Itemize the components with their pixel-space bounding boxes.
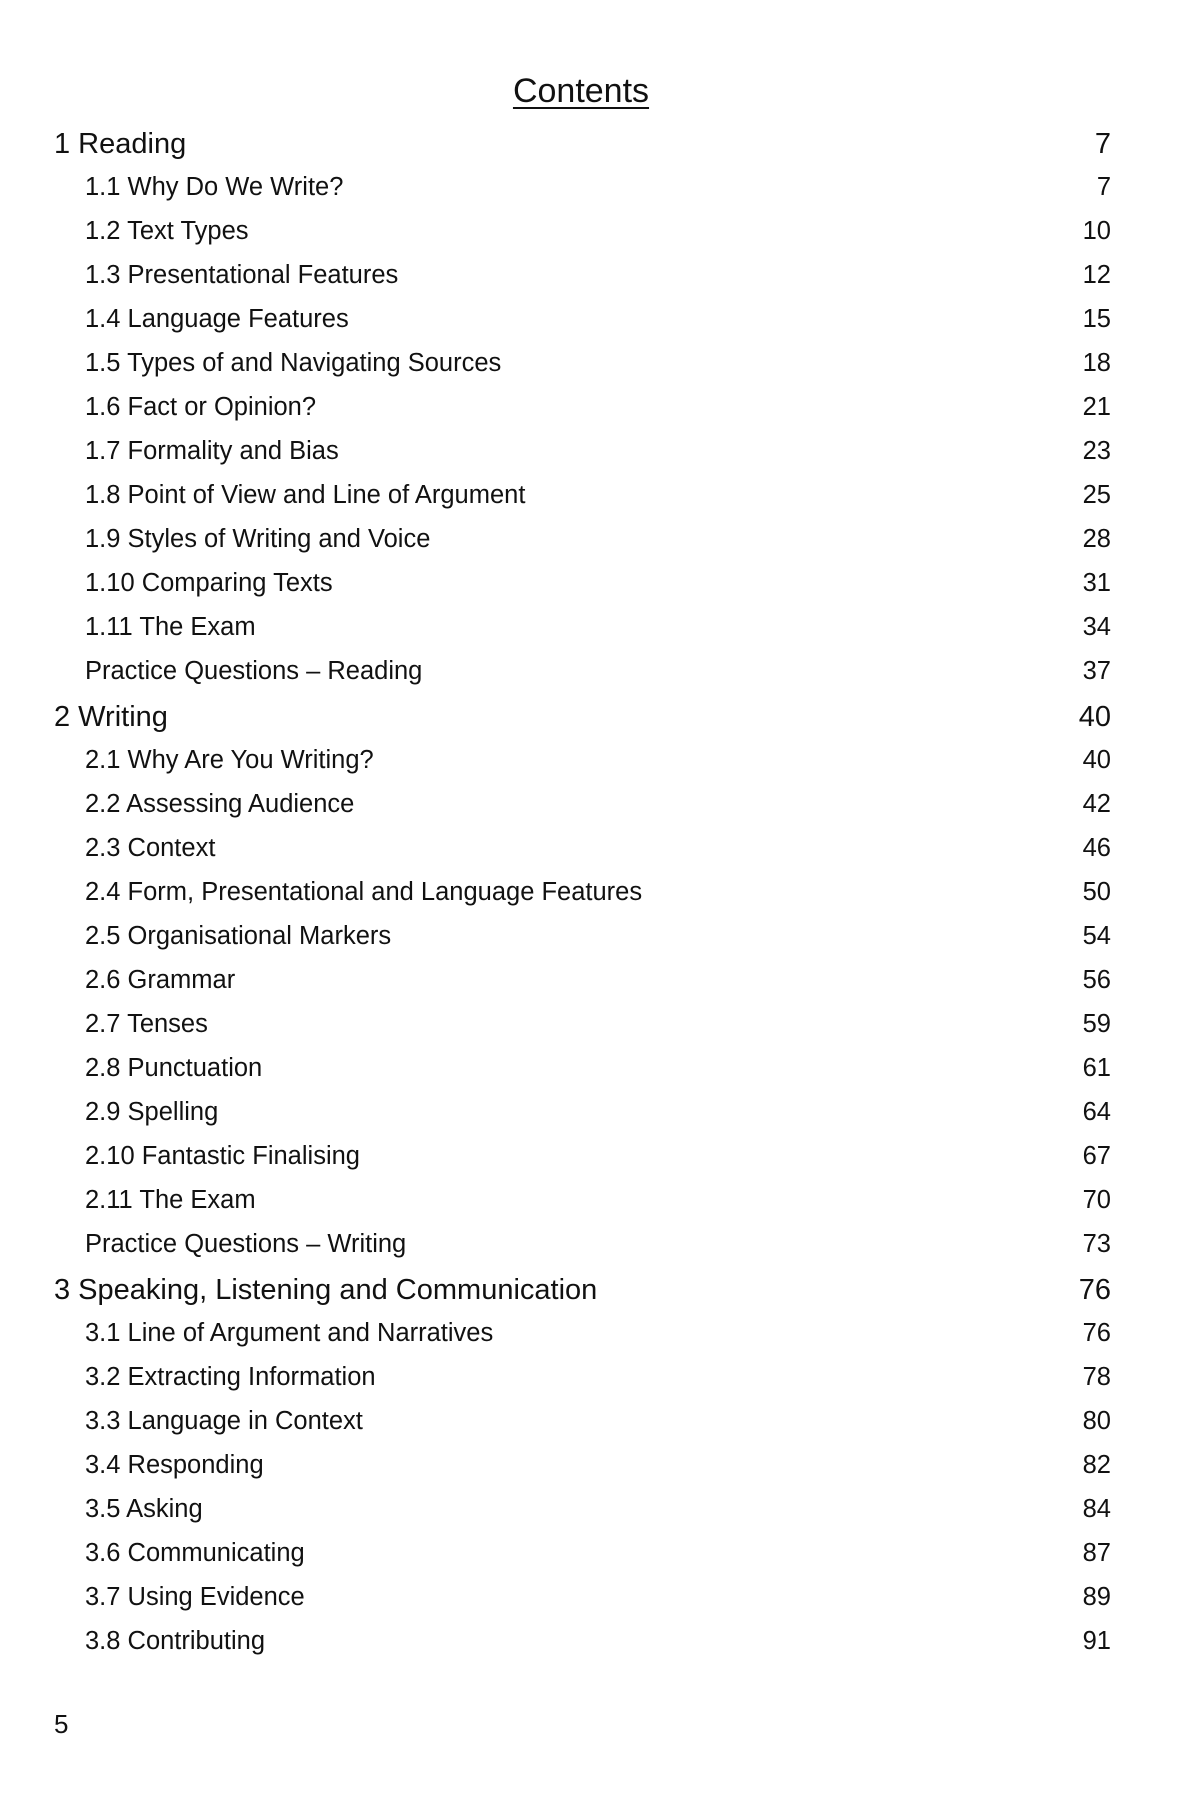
toc-section-entry (54, 1010, 1111, 1054)
toc-entry-page-number: 54 (1082, 922, 1111, 950)
toc-entry-page-number: 70 (1082, 1186, 1111, 1214)
toc-entry-page-number: 59 (1082, 1010, 1111, 1038)
toc-entry-label: 1.7 Formality and Bias (85, 437, 339, 465)
toc-entry-label: Practice Questions – Reading (85, 657, 423, 685)
toc-entry-page-number: 73 (1082, 1230, 1111, 1258)
toc-section-entry (54, 657, 1111, 701)
toc-entry-label: 2 Writing (54, 701, 168, 733)
toc-entry-page-number: 18 (1082, 349, 1111, 377)
toc-entry-label: 1.4 Language Features (85, 305, 349, 333)
toc-section-entry (54, 790, 1111, 834)
toc-entry-label: 3.2 Extracting Information (85, 1363, 376, 1391)
toc-entry-label: 3.8 Contributing (85, 1627, 266, 1655)
toc-section-entry (54, 173, 1111, 217)
toc-chapter-entry (54, 1274, 1111, 1319)
toc-entry-page-number: 42 (1082, 790, 1111, 818)
toc-entry-page-number: 28 (1082, 525, 1111, 553)
toc-section-entry (54, 349, 1111, 393)
toc-entry-label: 2.7 Tenses (85, 1010, 208, 1038)
toc-entry-page-number: 10 (1082, 217, 1111, 245)
toc-entry-label: 1.6 Fact or Opinion? (85, 393, 317, 421)
toc-entry-page-number: 78 (1082, 1363, 1111, 1391)
toc-entry-label: 3.6 Communicating (85, 1539, 305, 1567)
toc-entry-label: 3.7 Using Evidence (85, 1583, 305, 1611)
toc-entry-label: 3.5 Asking (85, 1495, 203, 1523)
toc-entry-label: 2.4 Form, Presentational and Language Features (85, 878, 643, 906)
toc-entry-page-number: 37 (1082, 657, 1111, 685)
toc-section-entry (54, 1098, 1111, 1142)
toc-entry-label: 3.1 Line of Argument and Narratives (85, 1319, 494, 1347)
toc-section-entry (54, 1230, 1111, 1274)
toc-entry-label: 3 Speaking, Listening and Communication (54, 1274, 598, 1306)
toc-entry-page-number: 34 (1082, 613, 1111, 641)
toc-entry-label: 1.3 Presentational Features (85, 261, 399, 289)
toc-section-entry (54, 525, 1111, 569)
toc-section-entry (54, 1539, 1111, 1583)
toc-entry-page-number: 87 (1082, 1539, 1111, 1567)
toc-entry-label: 1.5 Types of and Navigating Sources (85, 349, 502, 377)
toc-entry-page-number: 67 (1082, 1142, 1111, 1170)
toc-chapter-entry (54, 701, 1111, 746)
toc-entry-label: 1.11 The Exam (85, 613, 256, 641)
toc-entry-label: 1.8 Point of View and Line of Argument (85, 481, 526, 509)
toc-section-entry (54, 746, 1111, 790)
toc-entry-page-number: 12 (1082, 261, 1111, 289)
toc-entry-page-number: 40 (1082, 746, 1111, 774)
toc-entry-page-number: 56 (1082, 966, 1111, 994)
toc-section-entry (54, 1363, 1111, 1407)
toc-entry-label: 1 Reading (54, 128, 187, 160)
toc-section-entry (54, 569, 1111, 613)
toc-entry-page-number: 15 (1082, 305, 1111, 333)
toc-entry-page-number: 7 (1096, 173, 1111, 201)
page-title: Contents (512, 72, 650, 110)
toc-entry-label: 1.10 Comparing Texts (85, 569, 333, 597)
toc-entry-label: 2.1 Why Are You Writing? (85, 746, 374, 774)
toc-entry-page-number: 50 (1082, 878, 1111, 906)
toc-section-entry (54, 261, 1111, 305)
toc-section-entry (54, 966, 1111, 1010)
toc-entry-page-number: 91 (1082, 1627, 1111, 1655)
toc-section-entry (54, 613, 1111, 657)
toc-section-entry (54, 1451, 1111, 1495)
toc-entry-page-number: 84 (1082, 1495, 1111, 1523)
toc-entry-label: 2.9 Spelling (85, 1098, 219, 1126)
toc-entry-label: 1.2 Text Types (85, 217, 249, 245)
toc-section-entry (54, 922, 1111, 966)
toc-section-entry (54, 834, 1111, 878)
toc-section-entry (54, 305, 1111, 349)
toc-entry-page-number: 25 (1082, 481, 1111, 509)
toc-section-entry (54, 878, 1111, 922)
toc-section-entry (54, 217, 1111, 261)
toc-entry-label: 2.6 Grammar (85, 966, 236, 994)
toc-entry-label: 2.11 The Exam (85, 1186, 256, 1214)
toc-entry-page-number: 61 (1082, 1054, 1111, 1082)
toc-entry-label: Practice Questions – Writing (85, 1230, 407, 1258)
toc-entry-page-number: 76 (1078, 1274, 1111, 1306)
toc-section-entry (54, 437, 1111, 481)
toc-entry-label: 2.5 Organisational Markers (85, 922, 392, 950)
toc-entry-label: 2.10 Fantastic Finalising (85, 1142, 360, 1170)
toc-entry-page-number: 23 (1082, 437, 1111, 465)
toc-section-entry (54, 1407, 1111, 1451)
toc-section-entry (54, 1583, 1111, 1627)
toc-entry-page-number: 64 (1082, 1098, 1111, 1126)
toc-entry-page-number: 21 (1082, 393, 1111, 421)
toc-entry-page-number: 80 (1082, 1407, 1111, 1435)
toc-entry-page-number: 46 (1082, 834, 1111, 862)
toc-section-entry (54, 1627, 1111, 1671)
page-number: 5 (54, 1709, 69, 1739)
toc-entry-page-number: 7 (1094, 128, 1111, 160)
toc-entry-page-number: 76 (1082, 1319, 1111, 1347)
toc-entry-label: 2.2 Assessing Audience (85, 790, 355, 818)
toc-section-entry (54, 1142, 1111, 1186)
toc-section-entry (54, 1186, 1111, 1230)
toc-section-entry (54, 481, 1111, 525)
toc-entry-label: 2.3 Context (85, 834, 216, 862)
toc-entry-page-number: 40 (1078, 701, 1111, 733)
toc-section-entry (54, 393, 1111, 437)
toc-entry-label: 1.1 Why Do We Write? (85, 173, 344, 201)
toc-entry-label: 1.9 Styles of Writing and Voice (85, 525, 431, 553)
toc-entry-page-number: 31 (1082, 569, 1111, 597)
toc-chapter-entry (54, 128, 1111, 173)
toc-section-entry (54, 1054, 1111, 1098)
toc-entry-page-number: 89 (1082, 1583, 1111, 1611)
toc-entry-label: 3.4 Responding (85, 1451, 264, 1479)
toc-section-entry (54, 1495, 1111, 1539)
toc-section-entry (54, 1319, 1111, 1363)
toc-entry-page-number: 82 (1082, 1451, 1111, 1479)
toc-entry-label: 3.3 Language in Context (85, 1407, 363, 1435)
table-of-contents (54, 128, 1111, 1671)
toc-entry-label: 2.8 Punctuation (85, 1054, 263, 1082)
